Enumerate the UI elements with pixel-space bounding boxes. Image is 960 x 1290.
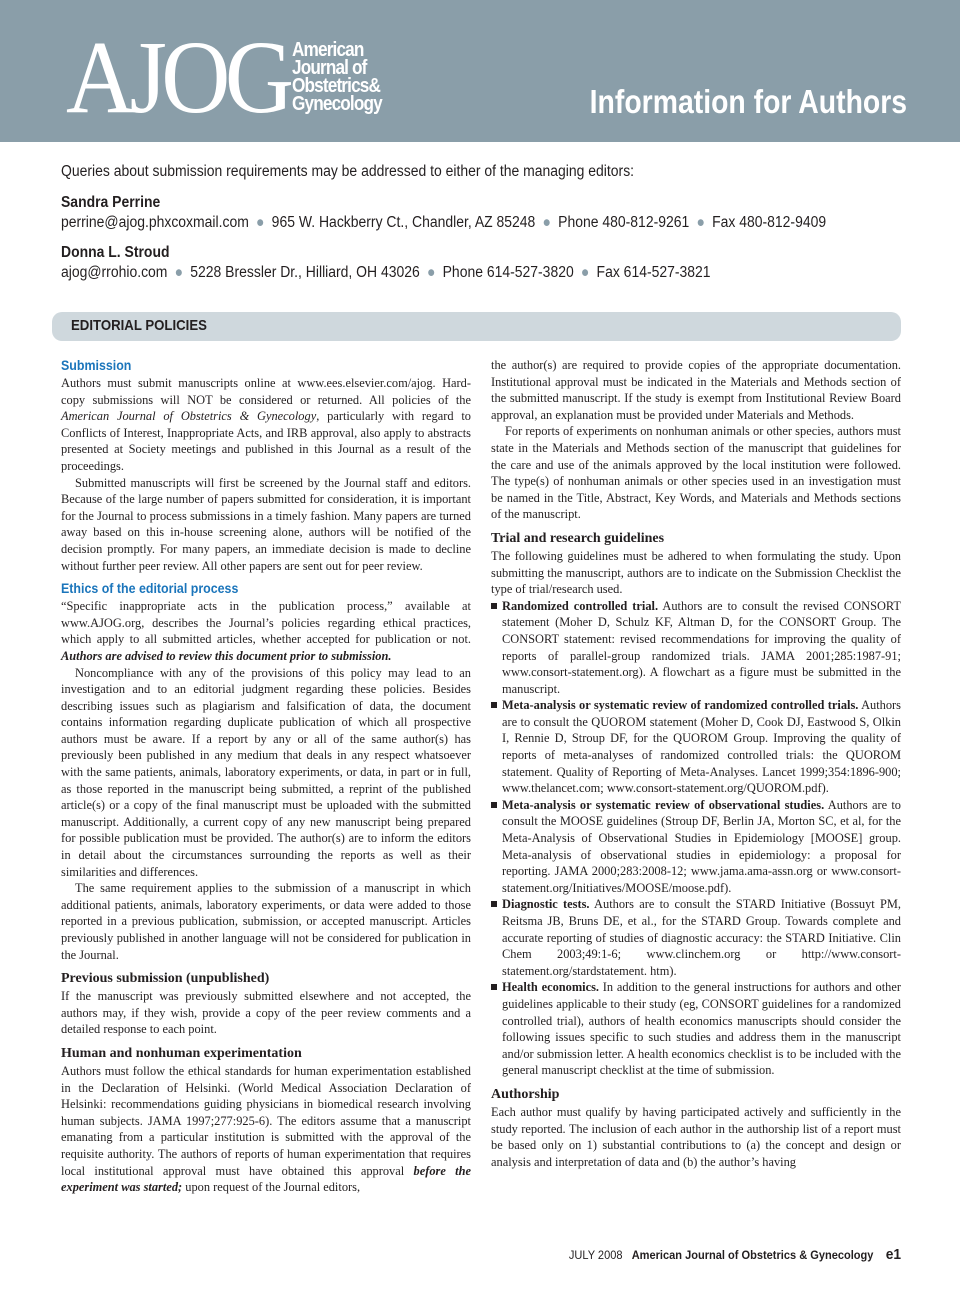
editor-fax: Fax 480-812-9409 [712, 214, 827, 231]
editor-address: 965 W. Hackberry Ct., Chandler, AZ 85248 [271, 214, 536, 231]
paragraph: The same requirement applies to the submission of a manuscript in which additional patients, animals, laboratory experiments, or data were added to those reported in a previous publication, submission, or accepted manuscript. Articles previously published in another language will not be considered for publication in the Journal. [61, 881, 471, 962]
editor-name: Sandra Perrine [61, 194, 161, 211]
paragraph: Authors must submit manuscripts online at www.ees.elsevier.com/ajog. Hard-copy submissions will NOT be considered or returned. All policies of the American Journal of Obstetrics & Gynecology, particularly with regard to Conflicts of Interest, Inappropriate Acts, and IRB approval, also apply to abstracts presented at Society meetings and published in this Journal as a result of the proceedings. [61, 376, 471, 473]
ajog-logo: AJOG [66, 20, 289, 135]
queries-intro: Queries about submission requirements may be addressed to either of the managing editors: [61, 163, 635, 180]
section-label: EDITORIAL POLICIES [71, 317, 207, 334]
separator-bullet: ● [696, 214, 705, 231]
paragraph: If the manuscript was previously submitted elsewhere and not accepted, the authors may, if they wish, provide a copy of the peer review comments and a detailed response to each point. [61, 989, 471, 1037]
editor-email[interactable]: perrine@ajog.phxcoxmail.com [61, 214, 249, 231]
heading-ethics: Ethics of the editorial process [61, 581, 239, 597]
section-bar [52, 312, 901, 341]
paragraph: Noncompliance with any of the provisions of this policy may lead to an investigation and to an editorial judgment regarding these policies. Besides describing issues such as plagiarism and falsification of data, the document contains information regarding duplicate publication of which all prospective authors must be aware. If a report by any or all of the same author(s) has previously been published in any medium that deals in any respect whatsoever with the same patients, animals, laboratory experiments, or data, in part or in full, as those reported in the manuscript being submitted, a reprint of the published article(s) or a copy of the final manuscript must be uploaded with the submitted manuscript. Additionally, a current copy of any new manuscript being prepared for possible publication must be provided. The author(s) are to inform the editors in detail about the circumstances surrounding the reports as well as their similarities and differences. [61, 665, 471, 879]
page-number: e1 [885, 1246, 901, 1263]
separator-bullet: ● [256, 214, 265, 231]
journal-logo-line: American [292, 39, 364, 61]
paragraph: The following guidelines must be adhered to when formulating the study. Upon submitting the manuscript, authors are to indicate on the Submission Checklist the type of trial/research used. [491, 548, 901, 597]
paragraph: the author(s) are required to provide copies of the appropriate documentation. Institutional approval must be indicated in the Materials and Methods section of the submitted manuscript. If the study is exempt from Institutional Review Board approval, an explanation must be provided under Materials and Methods. [491, 358, 901, 422]
guideline-item: Meta-analysis or systematic review of randomized controlled trials. Authors are to consult the QUOROM statement (Moher D, Cook DJ, Eastwood S, Olkin I, Rennie D, Stroup DF, for the QUOROM Group. Improving the quality of reports of meta-analyses of randomized controlled trials: the QUOROM statement. Quality of Reporting of Meta-Analyses. Lancet 1999;354:1896-900; www.thelancet.com; www.consort-statement.org/QUOROM.pdf). [491, 697, 901, 797]
journal-logo-line: Journal of [292, 57, 367, 79]
separator-bullet: ● [174, 264, 184, 281]
page-footer [569, 1246, 901, 1263]
separator-bullet: ● [542, 214, 551, 231]
paragraph: Submitted manuscripts will first be screened by the Journal staff and editors. Because of the large number of papers submitted for consideration, it is important for the Journal to process submissions in a timely fashion. Many papers are turned away based on this in-house screening alone, authors will be notified of the decision promptly. For many papers, an immediate decision is made to decline without further peer review. All other papers are sent out for peer review. [61, 475, 471, 573]
paragraph: “Specific inappropriate acts in the publication process,” available at www.AJOG.org, describes the Journal’s policies regarding ethical practices, which apply to all submitted articles, whether accepted for publication or not. Authors are advised to review this document prior to submission. [61, 599, 471, 663]
separator-bullet: ● [580, 264, 590, 281]
paragraph: For reports of experiments on nonhuman animals or other species, authors must state in the Materials and Methods section of the manuscript that guidelines for the care and use of the animals approved by the local institution were followed. The type(s) of nonhuman animals or other species used in an investigation must be named in the Title, Abstract, Key Words, and Materials and Methods sections of the manuscript. [491, 424, 901, 522]
heading-trial-guidelines: Trial and research guidelines [491, 530, 665, 546]
paragraph: Each author must qualify by having participated actively and sufficiently in the study reported. The inclusion of each author in the authorship list of a report must be based only on 1) substantial contributions to (a) the concept and design or analysis and interpretation of data and (b) the author’s having [491, 1104, 901, 1169]
editor-address: 5228 Bressler Dr., Hilliard, OH 43026 [190, 264, 420, 281]
heading-human-experimentation: Human and nonhuman experimentation [61, 1045, 302, 1061]
footer-date: JULY 2008 [568, 1248, 623, 1262]
paragraph: Authors must follow the ethical standards for human experimentation established in the Declaration of Helsinki. (World Medical Association Declaration of Helsinki: recommendations guiding physicians in biomedical research involving human subjects. JAMA 1997;277:925-6). The editors assume that a manuscript emanating from a particular institution is submitted with the approval of the requisite authority. The authors of reports of human experimentation that requires local institutional approval must have obtained this approval before the experiment was started; upon request of the Journal editors, [61, 1063, 471, 1195]
guideline-item: Meta-analysis or systematic review of observational studies. Authors are to consult the MOOSE guidelines (Stroup DF, Berlin JA, Morton SC, et al, for the Meta-Analysis of Observational Studies in Epidemiology [MOOSE] group. Meta-analysis of observational studies in epidemiology: a proposal for reporting. JAMA 2000;283:2008-12; www.jama.ama-assn.org or www.consort-statement.org/Initiatives/MOOSE/moose.pdf). [491, 797, 901, 897]
guideline-item: Health economics. In addition to the general instructions for authors and other guidelines applicable to their study (eg, CONSORT guidelines for a randomized controlled trial), authors of health economics manuscripts should consider the following issues specific to such studies and address them in the manuscript and/or submission letter. A health economics checklist is to be included with the general manuscript checklist at the time of submission. [491, 979, 901, 1079]
footer-journal: American Journal of Obstetrics & Gynecology [631, 1248, 874, 1262]
separator-bullet: ● [426, 264, 436, 281]
editor-phone: Phone 480-812-9261 [558, 214, 690, 231]
page-header [0, 0, 960, 142]
editor-fax: Fax 614-527-3821 [596, 264, 711, 281]
guideline-item: Diagnostic tests. Authors are to consult the STARD Initiative (Bossuyt PM, Reitsma JB, Bruns DE, et al., for the STARD Group. Towards complete and accurate reporting of studies of diagnostic accuracy: the STARD Initiative. Clin Chem 2003;49:1-6; www.clinchem.org or http://www.consort-statement.org/stardstatement. htm). [491, 896, 901, 979]
editor-contact-line [61, 214, 826, 232]
editor-email[interactable]: ajog@rrohio.com [61, 264, 168, 281]
editor-contact-line [61, 264, 711, 282]
heading-authorship: Authorship [491, 1086, 560, 1102]
heading-previous-submission: Previous submission (unpublished) [61, 971, 270, 987]
guideline-item: Randomized controlled trial. Authors are to consult the revised CONSORT statement (Moher D, Schulz KF, Altman D, for the CONSORT Group. The CONSORT statement: revised recommendations for improving the quality of reports of parallel-group randomized trials. JAMA 2001;285:1987-91; www.consort-statement.org). A flowchart as a figure must be submitted in the manuscript. [491, 598, 901, 698]
page-title: Information for Authors [589, 83, 907, 120]
right-column [491, 357, 901, 1170]
journal-logo-text [292, 41, 382, 113]
left-column [61, 357, 471, 1196]
journal-logo-line: Gynecology [292, 93, 382, 115]
editor-name: Donna L. Stroud [61, 244, 170, 261]
guideline-list [491, 598, 901, 1079]
journal-logo-line: Obstetrics& [292, 75, 381, 97]
heading-submission: Submission [61, 358, 132, 373]
editor-phone: Phone 614-527-3820 [442, 264, 574, 281]
